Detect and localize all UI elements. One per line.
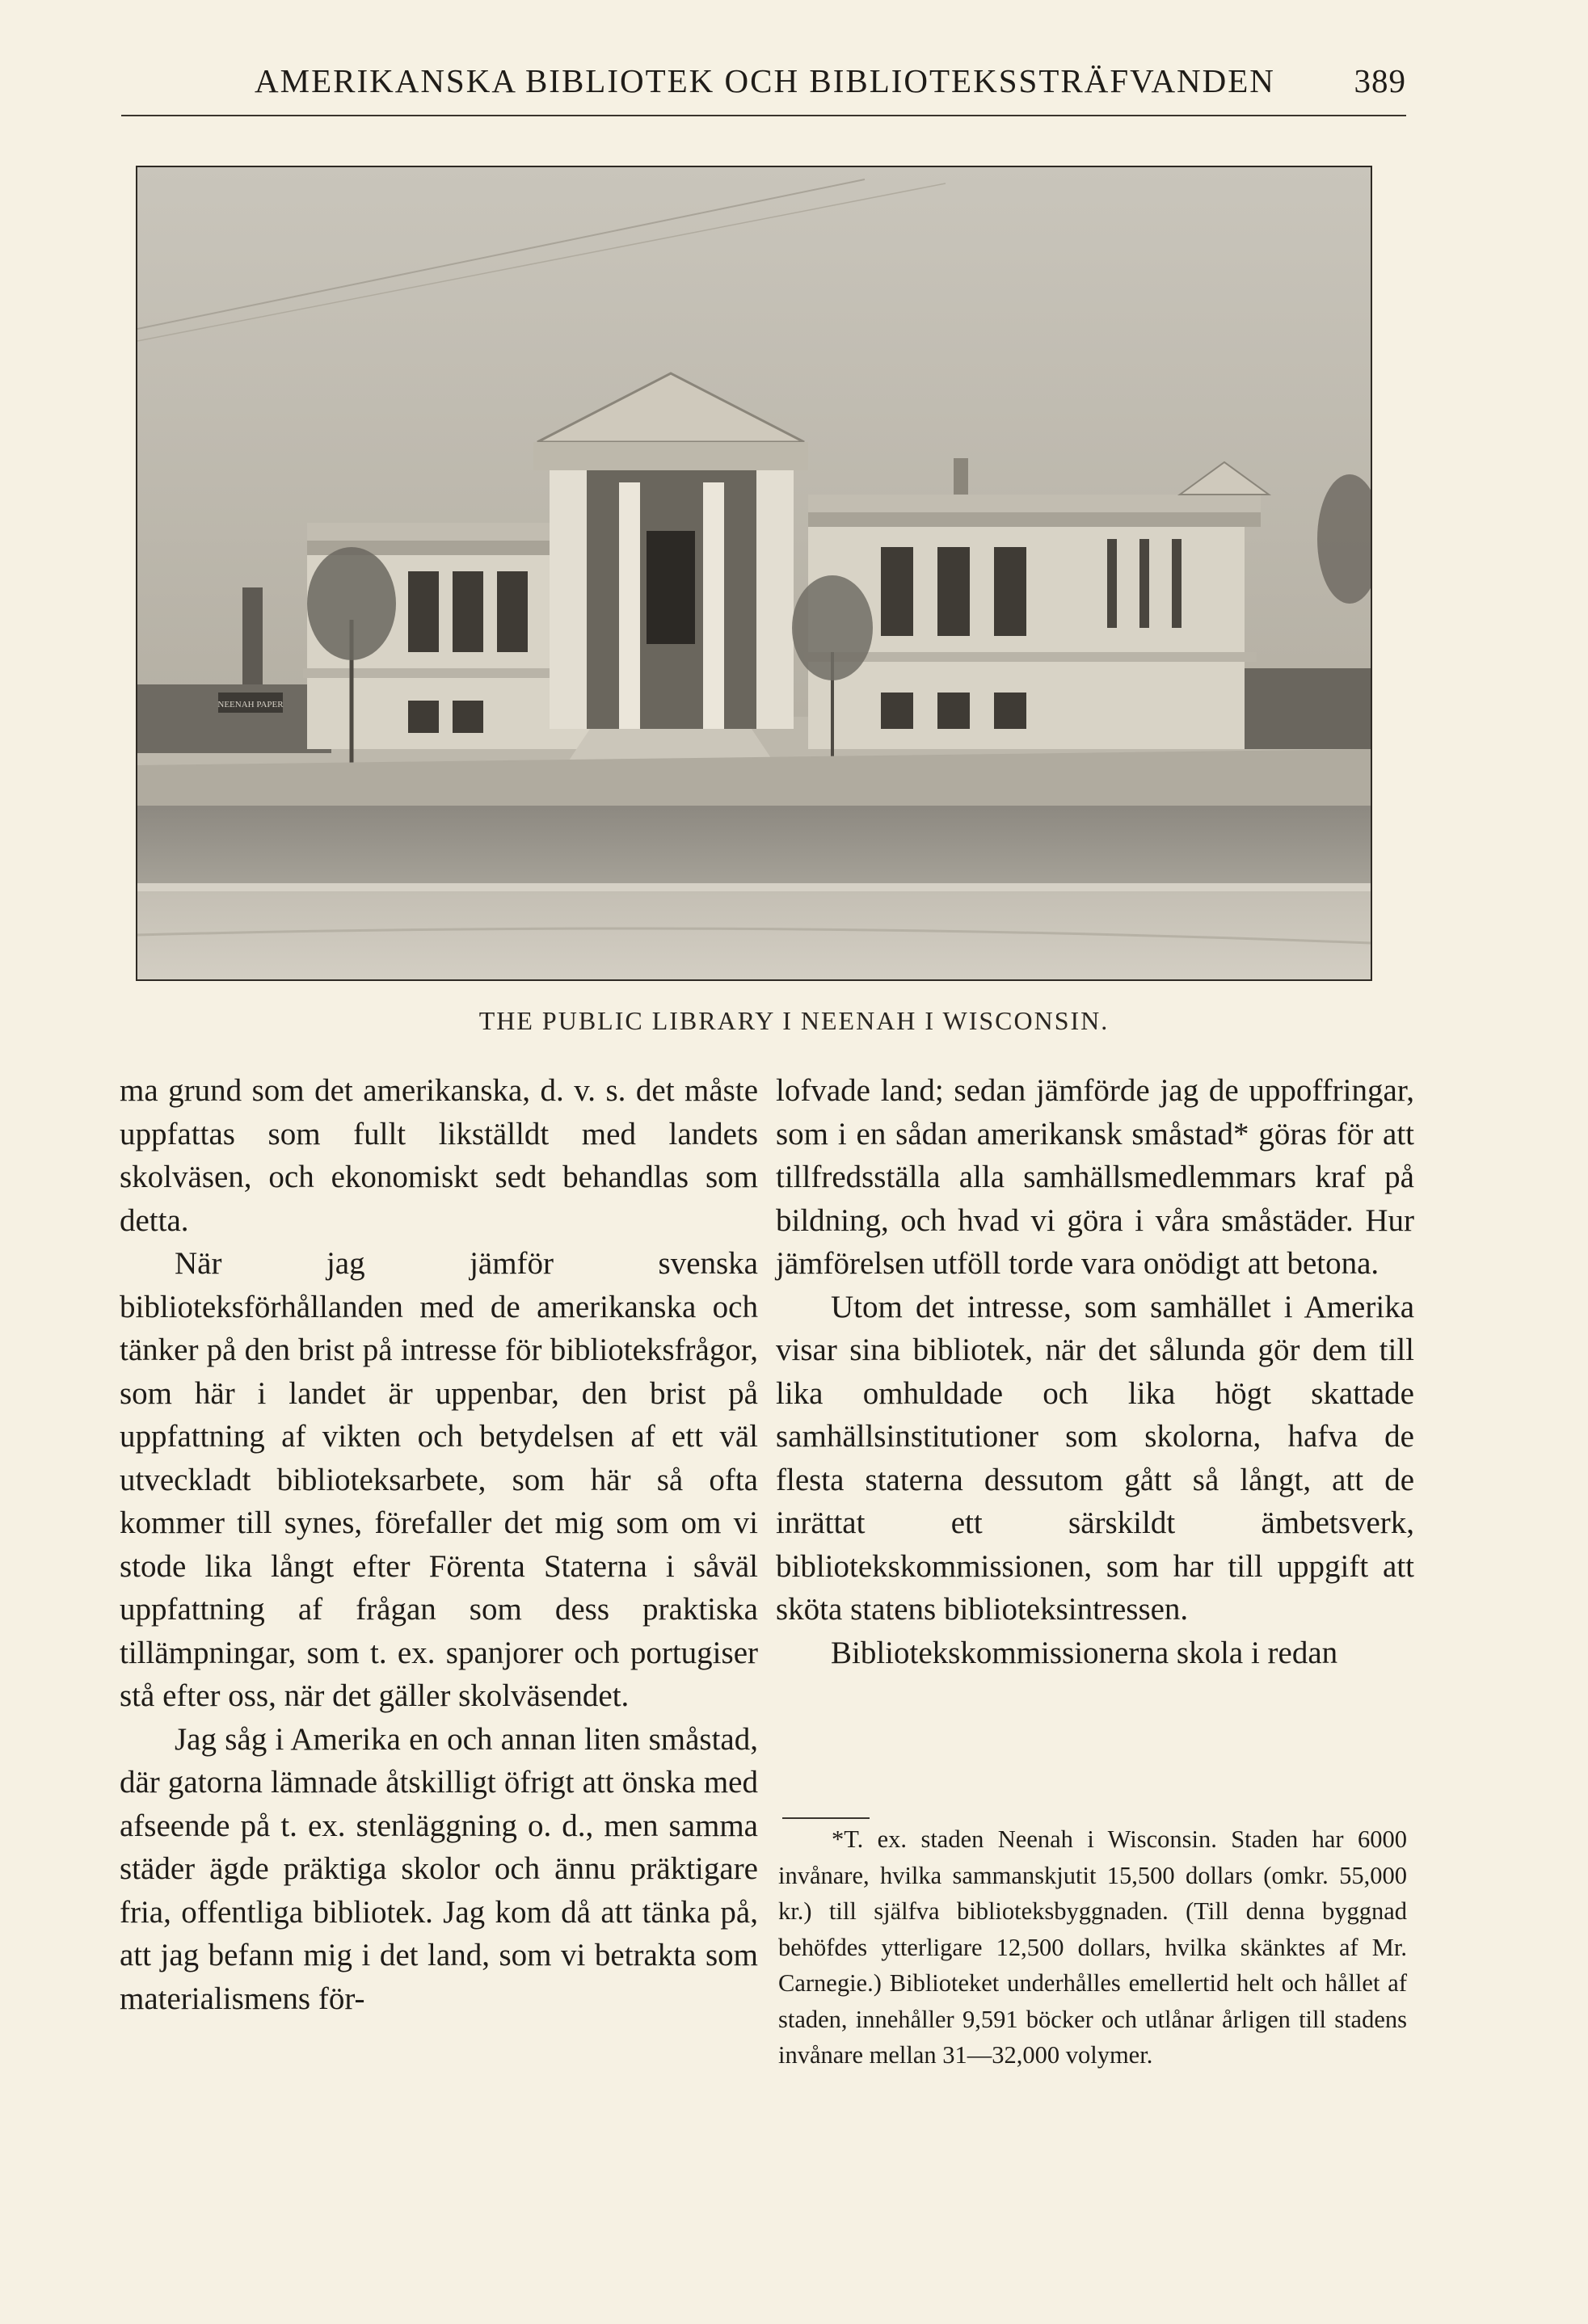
basement-window <box>453 701 483 733</box>
library-photograph <box>136 166 1372 981</box>
footnote: *T. ex. staden Neenah i Wisconsin. Staden har 6000 invånare, hvilka sammanskjutit 15,500 dollars (omkr. 55,000 kr.) till själfva biblioteksbyggnaden. (Till denna byggnad behöfdes ytterligare 12,500 dollars, hvilka skänktes af Mr. Carnegie.) Biblioteket underhålles emellertid helt och hållet af staden, innehåller 9,591 böcker och utlånar årligen till stadens invånare mellan 31—32,000 volymer. <box>778 1825 1407 2069</box>
pilaster <box>756 470 794 729</box>
right-frieze <box>808 512 1261 527</box>
street-sidewalk <box>137 883 1371 891</box>
paragraph: lofvade land; sedan jämförde jag de uppoffringar, som i en sådan amerikansk småstad* göras för att tillfredsställa alla samhällsmedlemmars kraf på bildning, och hvad vi göra i våra småstäder. Hur jämförelsen utföll torde vara onödigt att betona. <box>776 1073 1414 1281</box>
basement-window <box>937 693 970 729</box>
footnote-rule <box>782 1817 870 1819</box>
running-title: AMERIKANSKA BIBLIOTEK OCH BIBLIOTEKSSTRÄFVANDEN <box>255 62 1275 99</box>
left-text-column <box>120 1069 758 2020</box>
paragraph: ma grund som det amerikanska, d. v. s. det måste uppfattas som fullt likställdt med landets skolväsen, och ekonomiskt sedt behandlas som detta. <box>120 1073 758 1238</box>
tree-left <box>307 547 396 660</box>
entrance-door <box>647 531 695 644</box>
window <box>453 571 483 652</box>
window <box>881 547 913 636</box>
lawn <box>137 806 1371 886</box>
photo-caption: THE PUBLIC LIBRARY I NEENAH I WISCONSIN. <box>478 1006 1110 1035</box>
side-window <box>1139 539 1149 628</box>
paragraph: När jag jämför svenska biblioteksförhållanden med de amerikanska och tänker på den brist på intresse för biblioteksfrågor, som här i landet är uppenbar, den brist på uppfattning af vikten och betydelsen af ett väl utveckladt biblioteksarbete, som här så ofta kommer till synes, förefaller det mig som om vi stode lika långt efter Förenta Staterna i såväl uppfattning af frågan som dess praktiska tillämpningar, som t. ex. spanjorer och portugiser stå efter oss, när det gäller skolväsendet. <box>120 1246 758 1713</box>
paragraph: Jag såg i Amerika en och annan liten småstad, där gatorna lämnade åtskilligt öfrigt att önska med afseende på t. ex. stenläggning o. d., men samma städer ägde präktiga skolor och ännu präktigare fria, offentliga bibliotek. Jag kom då att tänka på, att jag befann mig i det land, som vi betrakta som materialismens för- <box>120 1721 758 2016</box>
right-text-column <box>776 1069 1414 1674</box>
column <box>703 482 724 729</box>
side-window <box>1107 539 1117 628</box>
pilaster <box>550 470 587 729</box>
tree-center <box>792 575 873 680</box>
basement-window <box>408 701 439 733</box>
paragraph: Utom det intresse, som samhället i Amerika visar sina bibliotek, när det sålunda gör dem till lika omhuldade och lika högt skattade samhällsinstitutioner som skolorna, hafva de flesta staterna dessutom gått så långt, att de inrättat ett särskildt ämbetsverk, bibliotekskommissionen, som har till uppgift att sköta statens biblioteksintressen. <box>776 1289 1414 1627</box>
running-head <box>121 58 1406 116</box>
window <box>994 547 1026 636</box>
entablature <box>533 442 808 470</box>
roof-chimney <box>954 458 968 495</box>
sidewalk <box>137 749 1371 814</box>
street <box>137 891 1371 979</box>
window <box>937 547 970 636</box>
basement-window <box>881 693 913 729</box>
right-string-course <box>804 652 1257 662</box>
factory-sign-text: NEENAH PAPER <box>217 700 284 709</box>
basement-window <box>994 693 1026 729</box>
side-window <box>1172 539 1182 628</box>
window <box>497 571 528 652</box>
page-number: 389 <box>1354 62 1406 99</box>
paragraph: Bibliotekskommissionerna skola i redan <box>831 1635 1338 1670</box>
library-photo-illustration <box>137 167 1371 979</box>
window <box>408 571 439 652</box>
column <box>619 482 640 729</box>
right-cornice <box>808 495 1261 512</box>
